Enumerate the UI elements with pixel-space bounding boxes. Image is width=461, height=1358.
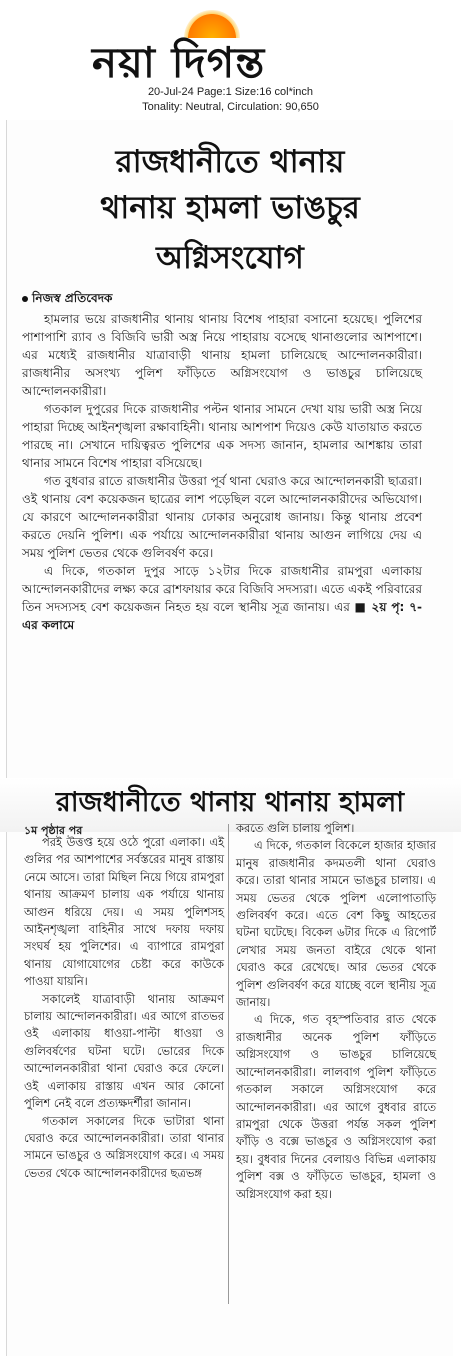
byline xyxy=(22,290,112,310)
paragraph: হামলার ভয়ে রাজধানীর থানায় থানায় বিশেষ পাহারা বসানো হয়েছে। পুলিশের পাশাপাশি র‍্যাব ও বিজিবি ভারী অস্ত্র নিয়ে পাহারায় বসেছে থানাগুলোর আশপাশে। এর মধ্যেই রাজধানীর যাত্রাবাড়ী থানায় হামলা চালিয়েছে আন্দোলনকারীরা। রাজধানীর অসংখ্য পুলিশ ফাঁড়িতে অগ্নিসংযোগ ও ভাঙচুর চালিয়েছে আন্দোলনকারীরা। xyxy=(22,312,422,398)
article-body xyxy=(22,310,422,634)
logo-text: নয়া দিগন্ত xyxy=(92,38,266,87)
jump-reference: ■ ২য় পৃ: ৭-এর কলামে xyxy=(22,600,422,632)
paragraph-text: এ দিকে, গতকাল দুপুর সাড়ে ১২টার দিকে রাজধানীর রামপুরা এলাকায় আন্দোলনকারীদের লক্ষ্য করে ব্রাশফায়ার করে বিজিবি সদস্যরা। এতে একই পরিবারের তিন সদস্যসহ বেশ কয়েকজন নিহত হয় বলে স্থানীয় সূত্র জানায়। এর xyxy=(22,564,422,614)
clip-meta-line1: 20-Jul-24 Page:1 Size:16 col*inch xyxy=(147,86,314,98)
headline-line2: থানায় হামলা ভাঙচুর xyxy=(100,190,360,226)
paragraph: পরই উত্তপ্ত হয়ে ওঠে পুরো এলাকা। এই গুলির পর আশপাশের সর্বস্তরের মানুষ রাস্তায় নেমে আসে। তারা মিছিল নিয়ে গিয়ে রামপুরা থানায় আক্রমণ চালায় এক পর্যায়ে থানায় আগুন ধরিয়ে দেয়। এ সময় পুলিশসহ আইনশৃঙ্খলা বাহিনীর সাথে দফায় দফায় সংঘর্ষ হয় পুলিশের। এ ব্যাপারে রামপুরা থানায় যোগাযোগের চেষ্টা করে কাউকে পাওয়া যায়নি। xyxy=(24,835,224,989)
continuation-right-column xyxy=(236,820,436,1203)
paragraph: গতকাল দুপুরের দিকে রাজধানীর পল্টন থানার সামনে দেখা যায় ভারী অস্ত্র নিয়ে পাহারা দিচ্ছে আইনশৃঙ্খলা রক্ষাবাহিনী। থানায় আশপাশ দিয়েও কেউ যাতায়াত করতে পারছে না। সেখানে দায়িত্বরত পুলিশের এক সদস্য জানান, হামলার আশঙ্কায় তারা থানার সামনে বিশেষ পাহারা বসিয়েছে। xyxy=(22,402,422,470)
paragraph: এ দিকে, গত বৃহস্পতিবার রাত থেকে রাজধানীর অনেক পুলিশ ফাঁড়িতে অগ্নিসংযোগ ও ভাঙচুর চালিয়েছে আন্দোলনকারীরা। লালবাগ পুলিশ ফাঁড়িতে গতকাল সকালে অগ্নিসংযোগ করে আন্দোলনকারীরা। এর আগে বুধবার রাতে রামপুরা থেকে উত্তরা পর্যন্ত সকল পুলিশ ফাঁড়ি ও বক্সে ভাঙচুর ও অগ্নিসংযোগ করা হয়। বুধবার দিনের বেলায়ও বিভিন্ন এলাকায় পুলিশ বক্স ও ফাঁড়িতে ভাঙচুর, হামলা ও অগ্নিসংযোগ করা হয়। xyxy=(236,1012,436,1201)
paragraph: গতকাল সকালের দিকে ভাটারা থানা ঘেরাও করে আন্দোলনকারীরা। তারা থানার সামনে ভাঙচুর ও অগ্নিসংযোগ করে। এ সময় ভেতর থেকে আন্দোলনকারীদের ছত্রভঙ্গ xyxy=(24,1113,224,1180)
newspaper-logo xyxy=(92,10,372,87)
continued-from-label: ১ম পৃষ্ঠার পর xyxy=(24,824,83,837)
column-divider xyxy=(228,824,229,1304)
bullet-icon xyxy=(22,296,28,302)
headline-line1: রাজধানীতে থানায় xyxy=(115,144,345,180)
masthead xyxy=(0,0,461,120)
paragraph: সকালেই যাত্রাবাড়ী থানায় আক্রমণ চালায় আন্দোলনকারীরা। এর আগে রাতভর ওই এলাকায় ধাওয়া-পাল্টা ধাওয়া ও গুলিবর্ষণের ঘটনা ঘটে। ভোরের দিকে আন্দোলনকারীরা থানা ঘেরাও করে ফেলে। ওই এলাকায় রাস্তায় এখন আর কোনো পুলিশ নেই বলে প্রত্যক্ষদর্শীরা জানান। xyxy=(24,991,224,1111)
paragraph: করতে গুলি চালায় পুলিশ। xyxy=(236,821,355,835)
continuation-left-column xyxy=(24,834,224,1182)
headline-line3: অগ্নিসংযোগ xyxy=(156,240,304,276)
paragraph: এ দিকে, গতকাল বিকেলে হাজার হাজার মানুষ রাজধানীর কদমতলী থানা ঘেরাও করে। তারা থানার সামনে ভাঙচুর চালায়। এ সময় ভেতর থেকে পুলিশ এলোপাতাড়ি গুলিবর্ষণ করে। এতে বেশ কিছু আহতের ঘটনা ঘটেছে। বিকেল ৬টার দিকে এ রিপোর্ট লেখার সময় জনতা বাইরে থেকে থানা ঘেরাও করে রেখেছে। আর ভেতর থেকে পুলিশ গুলিবর্ষণ করে যাচ্ছে বলে স্থানীয় সূত্র জানায়। xyxy=(236,838,436,1010)
continuation-headline: রাজধানীতে থানায় থানায় হামলা xyxy=(55,787,405,818)
clip-meta-line2: Tonality: Neutral, Circulation: 90,650 xyxy=(142,101,319,113)
paragraph: গত বুধবার রাতে রাজধানীর উত্তরা পূর্ব থানা ঘেরাও করে আন্দোলনকারী ছাত্ররা। ওই থানায় বেশ কয়েকজন ছাত্রের লাশ পড়েছিল বলে আন্দোলনকারীদের অভিযোগ। যে কারণে আন্দোলনকারীরা থানায় ঢোকার অনুরোধ জানায়। কিন্তু থানায় প্রবেশ করতে দেয়নি পুলিশ। এক পর্যায়ে আন্দোলনকারীরা থানায় আগুন লাগিয়ে দেয় এ সময় পুলিশ ভেতর থেকে গুলিবর্ষণ করে। xyxy=(22,474,422,560)
paragraph xyxy=(22,562,422,634)
byline-text: নিজস্ব প্রতিবেদক xyxy=(32,291,113,305)
